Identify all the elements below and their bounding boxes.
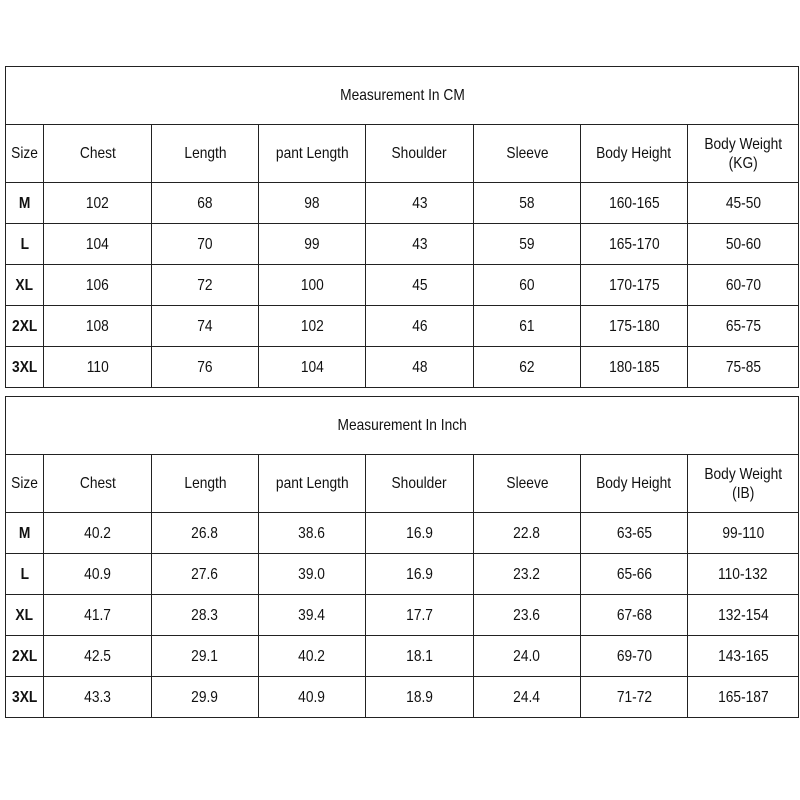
table-cell [44,677,152,718]
column-header [474,125,581,183]
table-cell-text: 104 [300,358,324,376]
table-cell-text: 24.4 [513,688,541,706]
table-cell [474,265,581,306]
table-cell-text: 40.9 [298,688,326,706]
table-cell [152,636,259,677]
table-cell [152,595,259,636]
table-cell [688,347,799,388]
table-row [6,347,799,388]
column-header [366,455,474,513]
column-header [6,455,44,513]
table-cell [44,513,152,554]
table-cell [474,636,581,677]
table-row [6,677,799,718]
table-cell [688,554,799,595]
table-cell [259,347,366,388]
size-cell-text: M [18,524,31,542]
table-cell-text: 143-165 [717,647,769,665]
size-cell [6,265,44,306]
table-cell-text: 71-72 [616,688,652,706]
table-cell-text: 28.3 [191,606,219,624]
table-cell [44,347,152,388]
table-cell [474,224,581,265]
table-cell [152,306,259,347]
table-cell [581,554,688,595]
column-header-text: Length [183,475,227,492]
column-header [366,125,474,183]
table-cell-text: 40.9 [84,565,111,583]
table-cell [581,636,688,677]
table-cell-text: 29.1 [191,647,219,665]
table-cell-text: 70 [197,235,213,253]
size-cell [6,224,44,265]
column-header [259,125,366,183]
table-cell-text: 62 [519,358,535,376]
table-cell [581,306,688,347]
size-table-cm [5,66,799,388]
table-cell-text: 100 [300,276,324,294]
table-cell-text: 67-68 [616,606,652,624]
table-cell-text: 27.6 [191,565,219,583]
column-header [152,455,259,513]
table-cell [259,183,366,224]
table-cell [474,306,581,347]
size-cell [6,636,44,677]
table-cell [152,265,259,306]
column-header [474,455,581,513]
table-cell-text: 75-85 [725,358,761,376]
table-cell [474,677,581,718]
column-header-text: Shoulder [391,475,448,492]
table-cell-text: 42.5 [84,647,111,665]
table-cell [152,677,259,718]
table-cell-text: 170-175 [608,276,660,294]
table-cell-text: 160-165 [608,194,660,212]
table-cell-text: 68 [197,194,213,212]
table-cell-text: 104 [86,235,109,253]
table-cell-text: 99 [304,235,320,253]
table-cell-text: 17.7 [406,606,433,624]
column-header [259,455,366,513]
table-cell-text: 50-60 [725,235,761,253]
size-cell-text: 2XL [11,647,38,665]
column-header [688,455,799,513]
table-cell [44,183,152,224]
table-cell-text: 16.9 [406,565,433,583]
table-cell [152,224,259,265]
size-cell [6,306,44,347]
table-cell-text: 48 [411,358,428,376]
table-cell [581,265,688,306]
column-header-text: Size [11,475,38,492]
table-cell [366,554,474,595]
table-cell-text: 45-50 [725,194,761,212]
column-header [581,455,688,513]
table-cell-text: 72 [197,276,213,294]
table-cell [44,554,152,595]
table-cell [688,306,799,347]
table-header-row [6,455,799,513]
table-row [6,306,799,347]
table-cell [688,595,799,636]
table-cell-text: 43.3 [84,688,111,706]
table-title-row [6,67,799,125]
table-cell [259,595,366,636]
table-header-row [6,125,799,183]
table-title-text: Measurement In Inch [337,417,467,434]
table-cell [581,224,688,265]
table-cell-text: 39.0 [298,565,326,583]
table-cell [581,677,688,718]
table-cell [581,347,688,388]
size-cell-text: 3XL [11,358,38,376]
table-cell [259,513,366,554]
column-header-text: Body Height [596,475,672,492]
table-cell [688,513,799,554]
table-cell-text: 24.0 [513,647,541,665]
table-cell-text: 29.9 [191,688,219,706]
table-cell-text: 60-70 [725,276,761,294]
table-cell-text: 18.1 [406,647,433,665]
table-cell-text: 76 [197,358,213,376]
table-cell-text: 45 [411,276,428,294]
size-cell [6,347,44,388]
table-cell-text: 43 [411,235,428,253]
table-cell-text: 26.8 [191,524,219,542]
table-cell-text: 74 [197,317,213,335]
table-cell-text: 98 [304,194,320,212]
table-cell-text: 22.8 [513,524,541,542]
size-cell [6,554,44,595]
table-row [6,183,799,224]
table-cell [259,224,366,265]
table-cell [474,183,581,224]
table-cell [688,183,799,224]
table-cell [366,306,474,347]
column-header [6,125,44,183]
table-cell [152,554,259,595]
table-cell-text: 40.2 [298,647,326,665]
table-cell [474,513,581,554]
table-cell-text: 60 [519,276,535,294]
table-cell [688,677,799,718]
table-cell [259,306,366,347]
table-cell [44,306,152,347]
table-cell [366,636,474,677]
table-row [6,513,799,554]
table-cell [152,513,259,554]
table-cell [474,554,581,595]
table-cell [366,265,474,306]
table-cell-text: 39.4 [298,606,326,624]
table-cell-text: 63-65 [616,524,652,542]
size-cell [6,183,44,224]
table-cell [688,224,799,265]
table-title-text: Measurement In CM [339,87,465,104]
table-cell-text: 165-170 [608,235,660,253]
size-cell-text: L [20,235,29,253]
table-cell [366,183,474,224]
table-cell [44,265,152,306]
table-title-row [6,397,799,455]
table-cell [581,595,688,636]
table-title [6,397,799,455]
table-cell-text: 41.7 [84,606,111,624]
table-row [6,224,799,265]
table-cell-text: 102 [86,194,109,212]
table-cell [474,347,581,388]
table-cell-text: 65-75 [725,317,761,335]
table-cell [688,636,799,677]
table-cell-text: 40.2 [84,524,111,542]
table-cell-text: 110 [86,358,109,376]
table-cell [366,224,474,265]
column-header-text: Shoulder [391,145,448,162]
size-cell-text: M [18,194,31,212]
table-cell-text: 99-110 [722,524,764,542]
column-header-text: pant Length [275,475,349,492]
column-header [152,125,259,183]
table-cell [366,595,474,636]
table-cell [259,677,366,718]
column-header [581,125,688,183]
table-row [6,595,799,636]
table-row [6,636,799,677]
table-cell [259,265,366,306]
table-cell-text: 132-154 [717,606,769,624]
table-title [6,67,799,125]
table-cell-text: 108 [86,317,109,335]
table-cell-text: 59 [519,235,535,253]
table-cell [474,595,581,636]
table-cell-text: 61 [519,317,535,335]
table-cell [152,183,259,224]
column-header [44,125,152,183]
table-cell-text: 106 [86,276,109,294]
table-cell-text: 102 [300,317,324,335]
size-cell-text: 2XL [11,317,38,335]
column-header-text: Body Height [596,145,672,162]
table-cell [44,224,152,265]
table-cell-text: 58 [519,194,535,212]
size-cell-text: 3XL [11,688,38,706]
table-cell [259,554,366,595]
column-header-text: Body Weight (IB) [704,465,782,502]
size-cell [6,513,44,554]
table-cell [581,183,688,224]
size-cell-text: XL [15,276,34,294]
table-cell [44,595,152,636]
table-cell [366,513,474,554]
column-header [44,455,152,513]
size-cell [6,595,44,636]
column-header-text: Chest [79,145,116,162]
column-header-text: Chest [79,475,116,492]
column-header-text: Size [11,145,38,162]
column-header-text: pant Length [275,145,349,162]
table-cell-text: 18.9 [406,688,433,706]
table-row [6,554,799,595]
table-cell-text: 23.2 [513,565,541,583]
table-cell [366,347,474,388]
table-cell-text: 65-66 [616,565,652,583]
table-cell-text: 175-180 [608,317,660,335]
table-cell-text: 23.6 [513,606,541,624]
size-cell-text: XL [15,606,34,624]
column-header-text: Sleeve [505,145,549,162]
table-cell-text: 165-187 [717,688,769,706]
table-cell-text: 43 [411,194,428,212]
table-cell [581,513,688,554]
table-cell-text: 69-70 [616,647,652,665]
table-cell [688,265,799,306]
column-header-text: Length [183,145,227,162]
table-cell-text: 180-185 [608,358,660,376]
table-cell-text: 38.6 [298,524,326,542]
size-cell-text: L [20,565,29,583]
column-header [688,125,799,183]
table-cell-text: 110-132 [718,565,768,583]
column-header-text: Body Weight (KG) [704,135,782,172]
table-cell [152,347,259,388]
table-cell [44,636,152,677]
size-table-inch [5,396,799,718]
column-header-text: Sleeve [505,475,549,492]
size-cell [6,677,44,718]
table-cell [366,677,474,718]
table-cell-text: 16.9 [406,524,433,542]
table-cell [259,636,366,677]
table-row [6,265,799,306]
table-cell-text: 46 [411,317,428,335]
